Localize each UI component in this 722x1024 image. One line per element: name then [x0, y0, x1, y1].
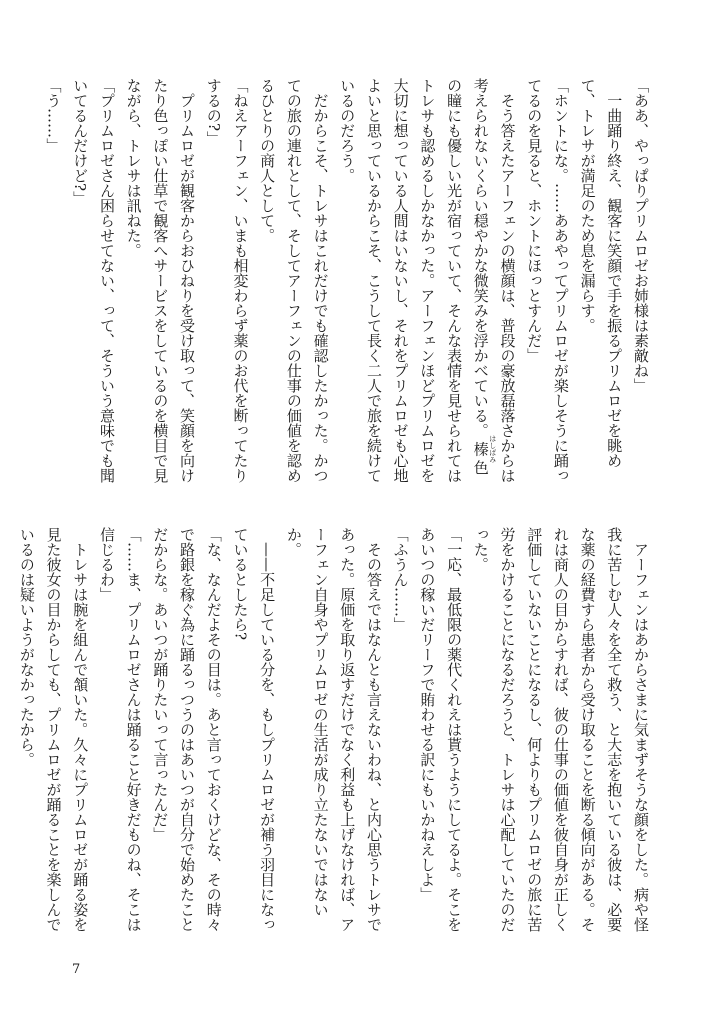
dialogue-paragraph: 「プリムロゼさん困らせてない、って、そういう意味でも聞いてるんだけど?」	[71, 78, 116, 483]
dialogue-paragraph: 「な、なんだよその目は。あと言っておくけどな、その時々で路銀を稼ぐ為に踊るっつうのはあいつが自分で始めたことだからな。あいつが踊りたいって言ったんだ」	[151, 527, 223, 932]
paragraph-text: 色の瞳にも優しい光が宿っていて、そんな表情を見せられてはトレサも認めるしかなかった。アーフェンほどプリムロゼを大切に想っている人間はいないし、それをプリムロゼも心地よいと思っているからこそ、こうして長く二人で旅を続けているのだろう。	[338, 78, 490, 483]
text-block-lower-tier	[17, 527, 654, 933]
narration-paragraph: だからこそ、トレサはこれだけでも確認したかった。かつての旅の連れとして、そしてアーフェンの仕事の価値を認めるひとりの商人として。	[258, 78, 330, 483]
dialogue-paragraph: 「一応、最低限の薬代くれえは貰うようにしてるよ。そこをあいつの稼いだリーフで賄わせる訳にもいかねえしよ」	[418, 527, 464, 932]
narration-paragraph: トレサは腕を組んで頷いた。久々にプリムロゼが踊る姿を見た彼女の目からしても、プリムロゼが踊ることを楽しんでいるのは疑いようがなかったから。	[17, 527, 90, 932]
narration-paragraph: プリムロゼが観客からおひねりを受け取って、笑顔を向けたり色っぽい仕草で観客へサービスをしているのを横目で見ながら、トレサは訊ねた。	[124, 78, 197, 483]
paragraph-text: そう答えたアーフェンの横顔は、普段の豪放磊落さからは考えられないくらい穏やかな微笑みを浮かべている。	[471, 78, 517, 483]
dialogue-paragraph: 「う……」	[44, 78, 63, 153]
narration-paragraph: アーフェンはあからさまに気まずそうな顔をした。病や怪我に苦しむ人々を全て救う、と大志を抱いている彼は、必要な薬の経費すら患者から受け取ることを断る傾向がある。それは商人の目からすれば、彼の仕事の価値を彼自身が正しく評価していないことになるし、何よりもプリムロゼの旅に苦労をかけることになるだろうと、トレサは心配していたのだった。	[471, 527, 650, 932]
ruby-base: 榛	[471, 435, 490, 463]
narration-paragraph: その答えではなんとも言えないわね、と内心思うトレサであった。原価を取り返すだけでなく利益も上げなければ、アーフェン自身やプリムロゼの生活が成り立たないではないか。	[284, 527, 383, 932]
narration-paragraph	[334, 78, 521, 484]
dialogue-paragraph: 「ああ、やっぱりプリムロゼお姉様は素敵ね」	[632, 78, 650, 393]
text-block-upper-tier	[44, 78, 654, 484]
dialogue-paragraph: 「ふうん……」	[391, 527, 410, 632]
dialogue-paragraph: 「ねえアーフェン、いまも相変わらず薬のお代を断ってたりするの?」	[204, 78, 250, 483]
narration-paragraph: 一曲踊り終え、観客に笑顔で手を振るプリムロゼを眺めて、トレサが満足のため息を漏らす。	[578, 78, 624, 468]
ruby-reading: はしばみ	[488, 435, 497, 463]
page-number: 7	[72, 962, 81, 977]
ruby-annotation	[471, 435, 497, 463]
dialogue-paragraph: 「……ま、プリムロゼさんは踊ること好きだものね、そこは信じるわ」	[97, 527, 143, 932]
dialogue-paragraph: 「ホントにな。……ああやってプリムロゼが楽しそうに踊ってるのを見ると、ホントにほっとすんだ」	[525, 78, 570, 483]
narration-paragraph: ——不足している分を、もしプリムロゼが補う羽目になっているとしたら?	[231, 527, 277, 932]
